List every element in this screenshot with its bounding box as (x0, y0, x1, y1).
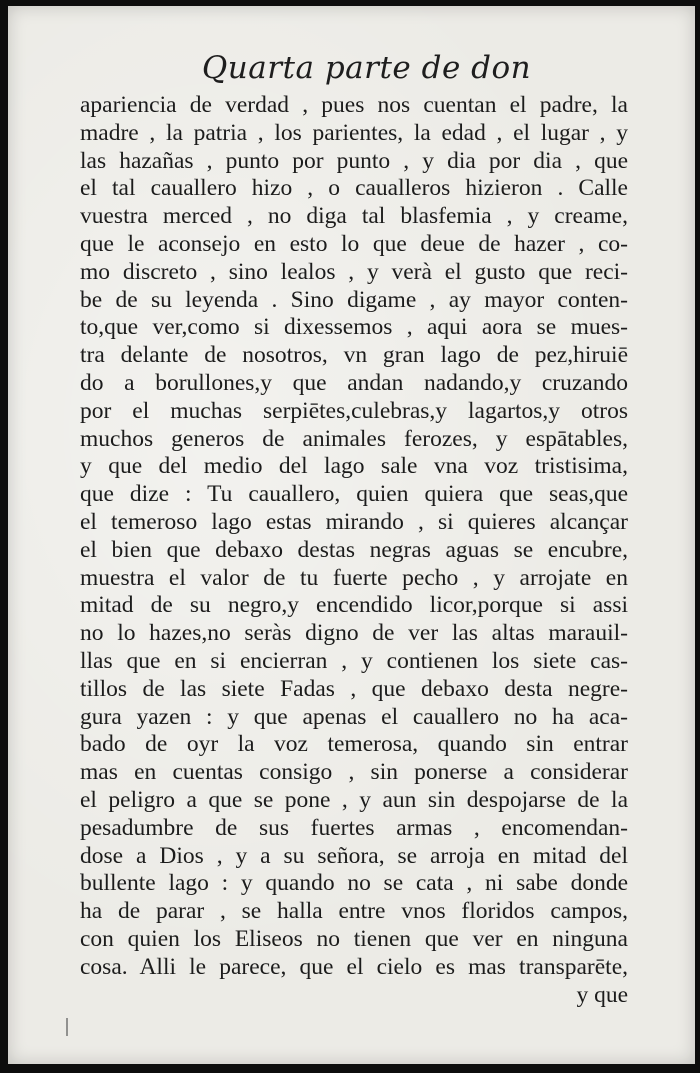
text-line: el peligro a que se pone , y aun sin despojarse de la (80, 786, 628, 813)
text-line: ha de parar , se halla entre vnos floridos campos, (80, 898, 628, 925)
text-line: que le aconsejo en esto lo que deue de hazer , co- (80, 230, 628, 257)
text-line: pesadumbre de sus fuertes armas , encomendan- (80, 814, 628, 841)
text-line: be de su leyenda . Sino digame , ay mayor conten- (80, 286, 628, 313)
text-line: vuestra merced , no diga tal blasfemia , y creame, (80, 203, 628, 230)
text-line: cosa. Alli le parece, que el cielo es mas transparēte, (80, 953, 628, 980)
book-page (8, 6, 695, 1064)
text-line: muestra el valor de tu fuerte pecho , y arrojate en (80, 564, 628, 591)
text-line: con quien los Eliseos no tienen que ver en ninguna (80, 925, 628, 952)
text-line: el tal cauallero hizo , o caualleros hizieron . Calle (80, 175, 628, 202)
body-text (80, 92, 628, 1009)
text-line: do a borullones,y que andan nadando,y cruzando (80, 369, 628, 396)
text-line: y que del medio del lago sale vna voz tristisima, (80, 453, 628, 480)
text-line: muchos generos de animales ferozes, y espātables, (80, 425, 628, 452)
text-line: gura yazen : y que apenas el cauallero no ha aca- (80, 703, 628, 730)
text-line: apariencia de verdad , pues nos cuentan el padre, la (80, 92, 628, 118)
text-line: llas que en si encierran , y contienen los siete cas- (80, 647, 628, 674)
text-line: tillos de las siete Fadas , que debaxo desta negre- (80, 675, 628, 702)
text-line: bado de oyr la voz temerosa, quando sin entrar (80, 731, 628, 758)
text-line: bullente lago : y quando no se cata , ni sabe donde (80, 870, 628, 897)
text-line: que dize : Tu cauallero, quien quiera que seas,que (80, 481, 628, 508)
text-line: las hazañas , punto por punto , y dia por dia , que (80, 147, 628, 174)
text-line: el temeroso lago estas mirando , si quieres alcançar (80, 508, 628, 535)
catchword: y que (576, 981, 628, 1008)
text-line: madre , la patria , los parientes, la edad , el lugar , y (80, 119, 628, 146)
text-line: por el muchas serpiētes,culebras,y lagartos,y otros (80, 397, 628, 424)
text-line: mitad de su negro,y encendido licor,porque si assi (80, 592, 628, 619)
text-line: mas en cuentas consigo , sin ponerse a considerar (80, 759, 628, 786)
running-header: Quarta parte de don (201, 50, 532, 86)
text-line: dose a Dios , y a su señora, se arroja en mitad del (80, 842, 628, 869)
text-line: el bien que debaxo destas negras aguas se encubre, (80, 536, 628, 563)
margin-mark (66, 1018, 68, 1036)
text-line: tra delante de nosotros, vn gran lago de pez,hiruiē (80, 342, 628, 369)
text-line: to,que ver,como si dixessemos , aqui aora se mues- (80, 314, 628, 341)
text-line: no lo hazes,no seràs digno de ver las altas marauil- (80, 620, 628, 647)
text-line: mo discreto , sino lealos , y verà el gusto que reci- (80, 258, 628, 285)
